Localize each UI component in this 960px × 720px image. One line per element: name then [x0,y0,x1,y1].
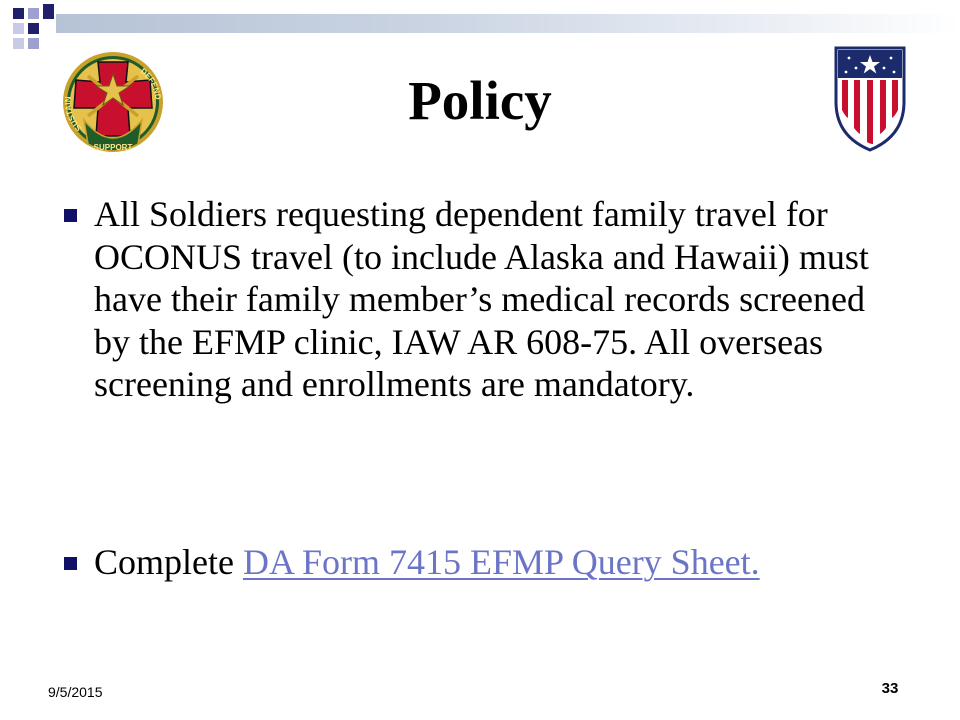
bullet-text-prefix: Complete [94,542,243,582]
insignia-text-bottom: SUPPORT [93,143,133,152]
decor-square [28,38,39,49]
decor-square [28,8,39,19]
da-form-7415-link[interactable]: DA Form 7415 EFMP Query Sheet. [242,542,760,582]
slide-title: Policy [408,70,552,131]
decor-square [13,8,24,19]
bullet-text: All Soldiers requesting dependent family travel for OCONUS travel (to include Alaska and Hawaii) must have their family member’s medical records screened by the EFMP clinic, IAW AR 608-75. All overseas screening and enrollments are mandatory. [94,194,869,404]
square-bullet-icon [64,557,77,570]
bullet-item-policy [60,193,900,406]
slide-number: 33 [881,680,899,697]
bullet-item-complete-form [60,541,934,584]
insignia-text-right: DEFEND [138,66,163,101]
square-bullet-icon [64,209,77,222]
footer-date: 9/5/2015 [48,684,103,700]
insignia-text-left: SUSTAIN [63,96,84,133]
decor-square [28,23,39,34]
decor-square [13,38,24,49]
bullet-list [60,193,900,582]
decor-square [43,4,54,19]
decor-square [13,23,24,34]
title-bar-gradient [56,14,960,33]
